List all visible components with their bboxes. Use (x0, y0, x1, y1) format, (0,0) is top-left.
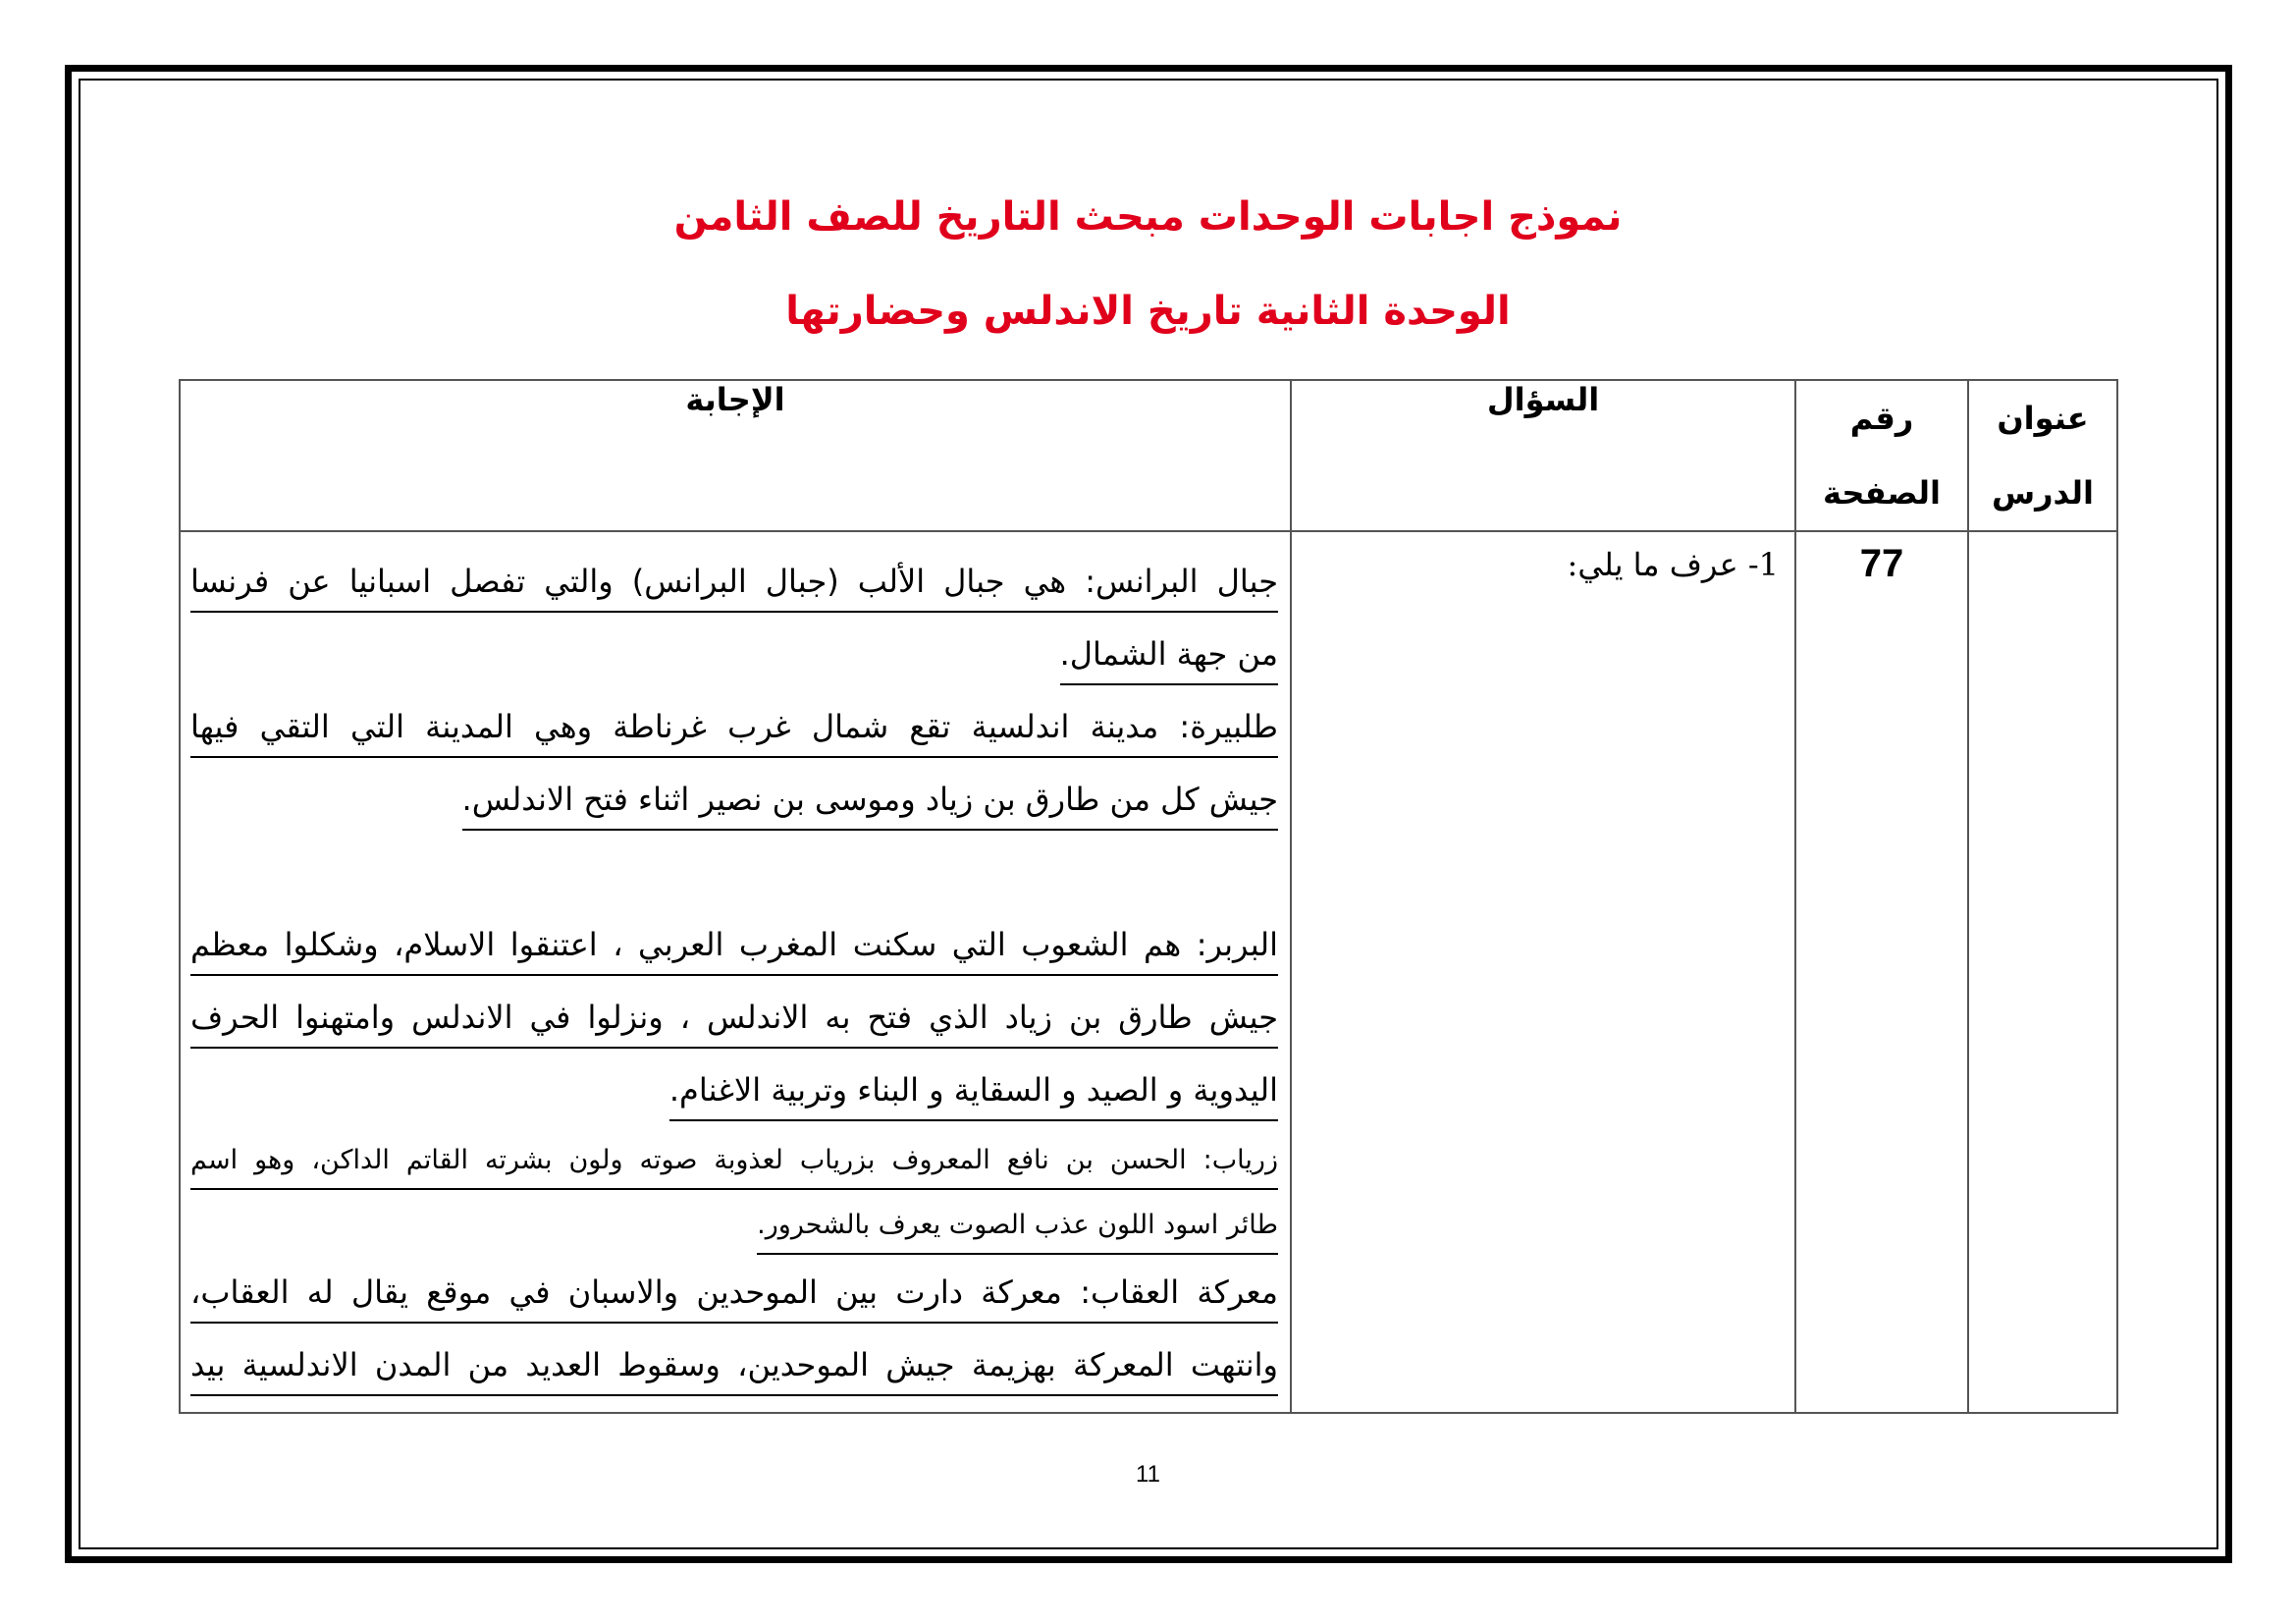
page-number: 11 (1136, 1461, 1160, 1488)
header-page-number-line1: رقم (1849, 400, 1914, 437)
answer-line: زرياب: الحسن بن نافع المعروف بزرياب لعذوبة صوته ولون بشرته القاتم الداكن، وهو اسم (190, 1133, 1278, 1190)
document-title: نموذج اجابات الوحدات مبحث التاريخ للصف الثامن (673, 194, 1623, 240)
header-page-number-line2: الصفحة (1822, 474, 1941, 512)
spacer (190, 842, 1278, 915)
header-question: السؤال (1291, 380, 1795, 531)
cell-answer (180, 531, 1291, 1413)
table-row (180, 531, 2117, 1413)
answer-line: البربر: هم الشعوب التي سكنت المغرب العربي ، اعتنقوا الاسلام، وشكلوا معظم (190, 915, 1278, 976)
answers-table (179, 379, 2118, 1414)
answer-line: وانتهت المعركة بهزيمة جيش الموحدين، وسقوط العديد من المدن الاندلسية بيد (190, 1335, 1278, 1396)
header-answer: الإجابة (180, 380, 1291, 531)
answer-line: من جهة الشمال. (1060, 624, 1278, 685)
answer-line: اليدوية و الصيد و السقاية و البناء وتربية الاغنام. (669, 1060, 1278, 1121)
header-lesson-title (1968, 380, 2117, 531)
table-header-row (180, 380, 2117, 531)
answer-line: جبال البرانس: هي جبال الألب (جبال البرانس) والتي تفصل اسبانيا عن فرنسا (190, 552, 1278, 613)
cell-question: 1- عرف ما يلي: (1291, 531, 1795, 1413)
unit-title: الوحدة الثانية تاريخ الاندلس وحضارتها (785, 289, 1511, 334)
answer-battle-of-uqab (190, 1263, 1278, 1408)
answer-line: جيش طارق بن زياد الذي فتح به الاندلس ، ونزلوا في الاندلس وامتهنوا الحرف (190, 988, 1278, 1049)
cell-page-number: 77 (1795, 531, 1968, 1413)
header-lesson-title-line1: عنوان (1997, 400, 2089, 437)
answer-berbers (190, 915, 1278, 1133)
answer-talavera (190, 697, 1278, 842)
answer-line: طلبيرة: مدينة اندلسية تقع شمال غرب غرناطة وهي المدينة التي التقي فيها (190, 697, 1278, 758)
answer-ziryab (190, 1133, 1278, 1263)
answer-line: طائر اسود اللون عذب الصوت يعرف بالشحرور. (757, 1198, 1278, 1255)
answer-line: جيش كل من طارق بن زياد وموسى بن نصير اثناء فتح الاندلس. (462, 770, 1278, 831)
header-page-number (1795, 380, 1968, 531)
cell-lesson-title (1968, 531, 2117, 1413)
answer-pyrenees (190, 552, 1278, 697)
header-lesson-title-line2: الدرس (1991, 474, 2095, 512)
answer-line: معركة العقاب: معركة دارت بين الموحدين والاسبان في موقع يقال له العقاب، (190, 1263, 1278, 1324)
